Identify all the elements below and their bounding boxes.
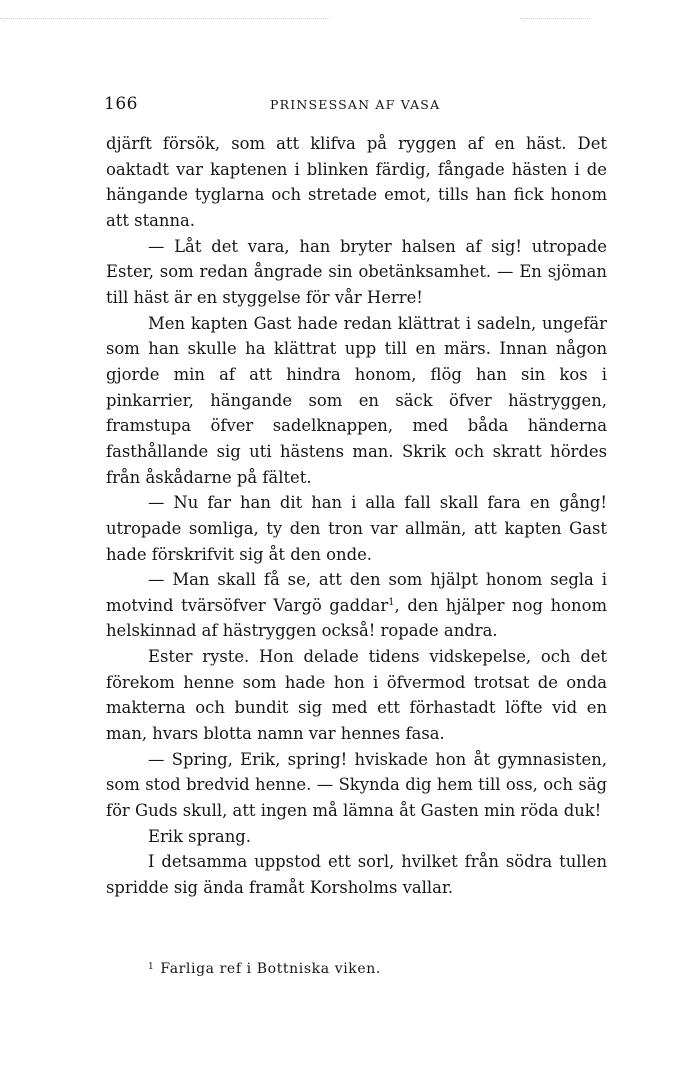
paragraph-7: — Spring, Erik, spring! hviskade hon åt gymnasisten, som stod bredvid henne. — Skynda dig hem till oss, och säg för Guds skull, att ingen må lämna åt Gasten min röda duk! — [106, 749, 607, 821]
paragraph-5 — [106, 567, 607, 644]
footnote-reference: 1 — [388, 596, 395, 608]
footnote-mark: 1 — [148, 962, 155, 972]
paragraph-8: Erik sprang. — [148, 826, 251, 846]
paragraph-3: Men kapten Gast hade redan klättrat i sadeln, ungefär som han skulle ha klättrat upp till en märs. Innan någon gjorde min af att hindra honom, flög han sin kos i pinkarrier, hängande som en säck öfver hästryggen, framstupa öfver sadelknappen, med båda händerna fasthållande sig uti hästens man. Skrik och skratt hördes från åskådarne på fältet. — [106, 313, 607, 487]
scan-artifact-line — [0, 18, 330, 19]
paragraph-5-after: , den hjälper nog honom helskinnad af hästryggen också! ropade andra. — [106, 595, 607, 641]
paragraph-6: Ester ryste. Hon delade tidens vidskepelse, och det förekom henne som hade hon i öfvermod trotsat de onda makterna och bundit sig med ett förhastadt löfte vid en man, hvars blotta namn var hennes fasa. — [106, 647, 607, 744]
paragraph-1: djärft försök, som att klifva på ryggen af en häst. Det oaktadt var kaptenen i blinken färdig, fångade hästen i de hängande tyglarna och stretade emot, tills han fick honom att stanna. — [106, 134, 607, 230]
body-text — [106, 131, 607, 901]
page-header — [104, 94, 608, 118]
paragraph-9: I detsamma uppstod ett sorl, hvilket från södra tullen spridde sig ända framåt Korsholms vallar. — [106, 852, 607, 898]
footnote-text: Farliga ref i Bottniska viken. — [160, 961, 381, 977]
paragraph-2: — Låt det vara, han bryter halsen af sig! utropade Ester, som redan ångrade sin obetänksamhet. — En sjöman till häst är en styggelse för vår Herre! — [106, 236, 607, 307]
page-number: 166 — [104, 94, 138, 114]
paragraph-4: — Nu far han dit han i alla fall skall fara en gång! utropade somliga, ty den tron var allmän, att kapten Gast hade förskrifvit sig åt den onde. — [106, 493, 607, 564]
running-title: PRINSESSAN AF VASA — [270, 97, 441, 112]
paragraph-5-before: — Man skall få se, att den som hjälpt honom segla i motvind tvärsöfver Vargö gaddar — [106, 570, 607, 615]
scan-artifact-line-right — [520, 18, 590, 19]
footnote — [148, 961, 381, 977]
